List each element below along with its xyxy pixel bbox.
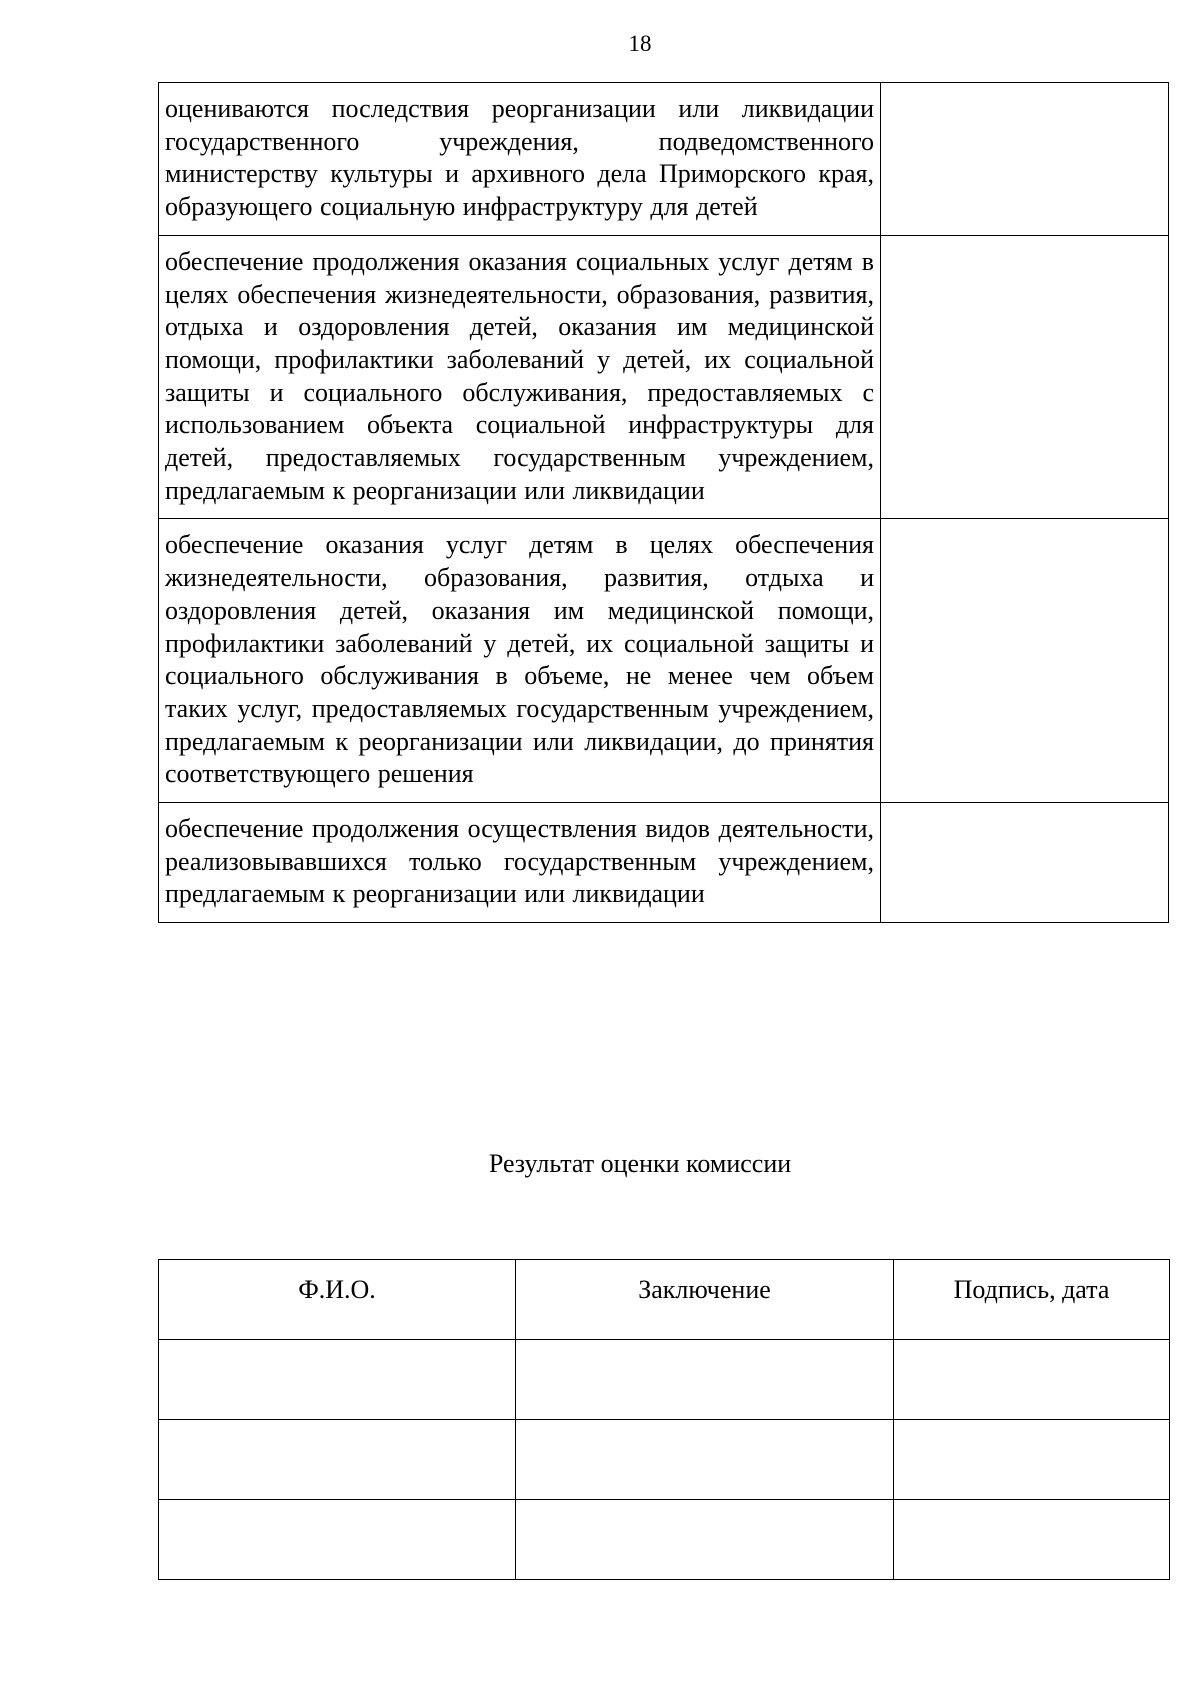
signature-cell[interactable] [894,1340,1170,1420]
criteria-text: обеспечение продолжения осуществления видов деятельности, реализовывавшихся только государственным учреждением, предлагаемым к реорганизации или ликвидации [165,814,874,909]
conclusion-cell[interactable] [516,1340,894,1420]
criteria-row [159,83,1169,236]
criteria-text: обеспечение продолжения оказания социальных услуг детям в целях обеспечения жизнедеятельности, образования, развития, отдыха и оздоровления детей, оказания им медицинской помощи, профилактики заболеваний у детей, их социальной защиты и социального обслуживания, предоставляемых с использованием объекта социальной инфраструктуры для детей, предоставляемых государственным учреждением, предлагаемым к реорганизации или ликвидации [165,246,874,505]
criteria-row [159,803,1169,923]
commission-header-row [159,1260,1170,1340]
criteria-text-cell [159,83,881,236]
criteria-value-cell[interactable] [881,83,1169,236]
commission-heading: Результат оценки комиссии [488,1149,792,1178]
column-header-fio: Ф.И.О. [159,1260,516,1340]
commission-row [159,1420,1170,1500]
conclusion-cell[interactable] [516,1500,894,1580]
commission-row [159,1340,1170,1420]
fio-cell[interactable] [159,1340,516,1420]
criteria-text: обеспечение оказания услуг детям в целях обеспечения жизнедеятельности, образования, развития, отдыха и оздоровления детей, оказания им медицинской помощи, профилактики заболеваний у детей, их социальной защиты и социального обслуживания в объеме, не менее чем объем таких услуг, предоставляемых государственным учреждением, предлагаемым к реорганизации или ликвидации, до принятия соответствующего решения [165,530,874,789]
fio-cell[interactable] [159,1420,516,1500]
criteria-value-cell[interactable] [881,519,1169,803]
conclusion-cell[interactable] [516,1420,894,1500]
fio-cell[interactable] [159,1500,516,1580]
column-header-signature: Подпись, дата [894,1260,1170,1340]
criteria-row [159,519,1169,803]
criteria-table [158,82,1169,923]
column-header-conclusion: Заключение [516,1260,894,1340]
signature-cell[interactable] [894,1500,1170,1580]
criteria-text: оцениваются последствия реорганизации или ликвидации государственного учреждения, подведомственного министерству культуры и архивного дела Приморского края, образующего социальную инфраструктуру для детей [165,94,874,222]
commission-table [158,1259,1170,1580]
criteria-text-cell [159,519,881,803]
page-number: 18 [628,31,652,56]
commission-row [159,1500,1170,1580]
criteria-value-cell[interactable] [881,235,1169,519]
criteria-value-cell[interactable] [881,803,1169,923]
criteria-text-cell [159,803,881,923]
signature-cell[interactable] [894,1420,1170,1500]
criteria-row [159,235,1169,519]
criteria-text-cell [159,235,881,519]
